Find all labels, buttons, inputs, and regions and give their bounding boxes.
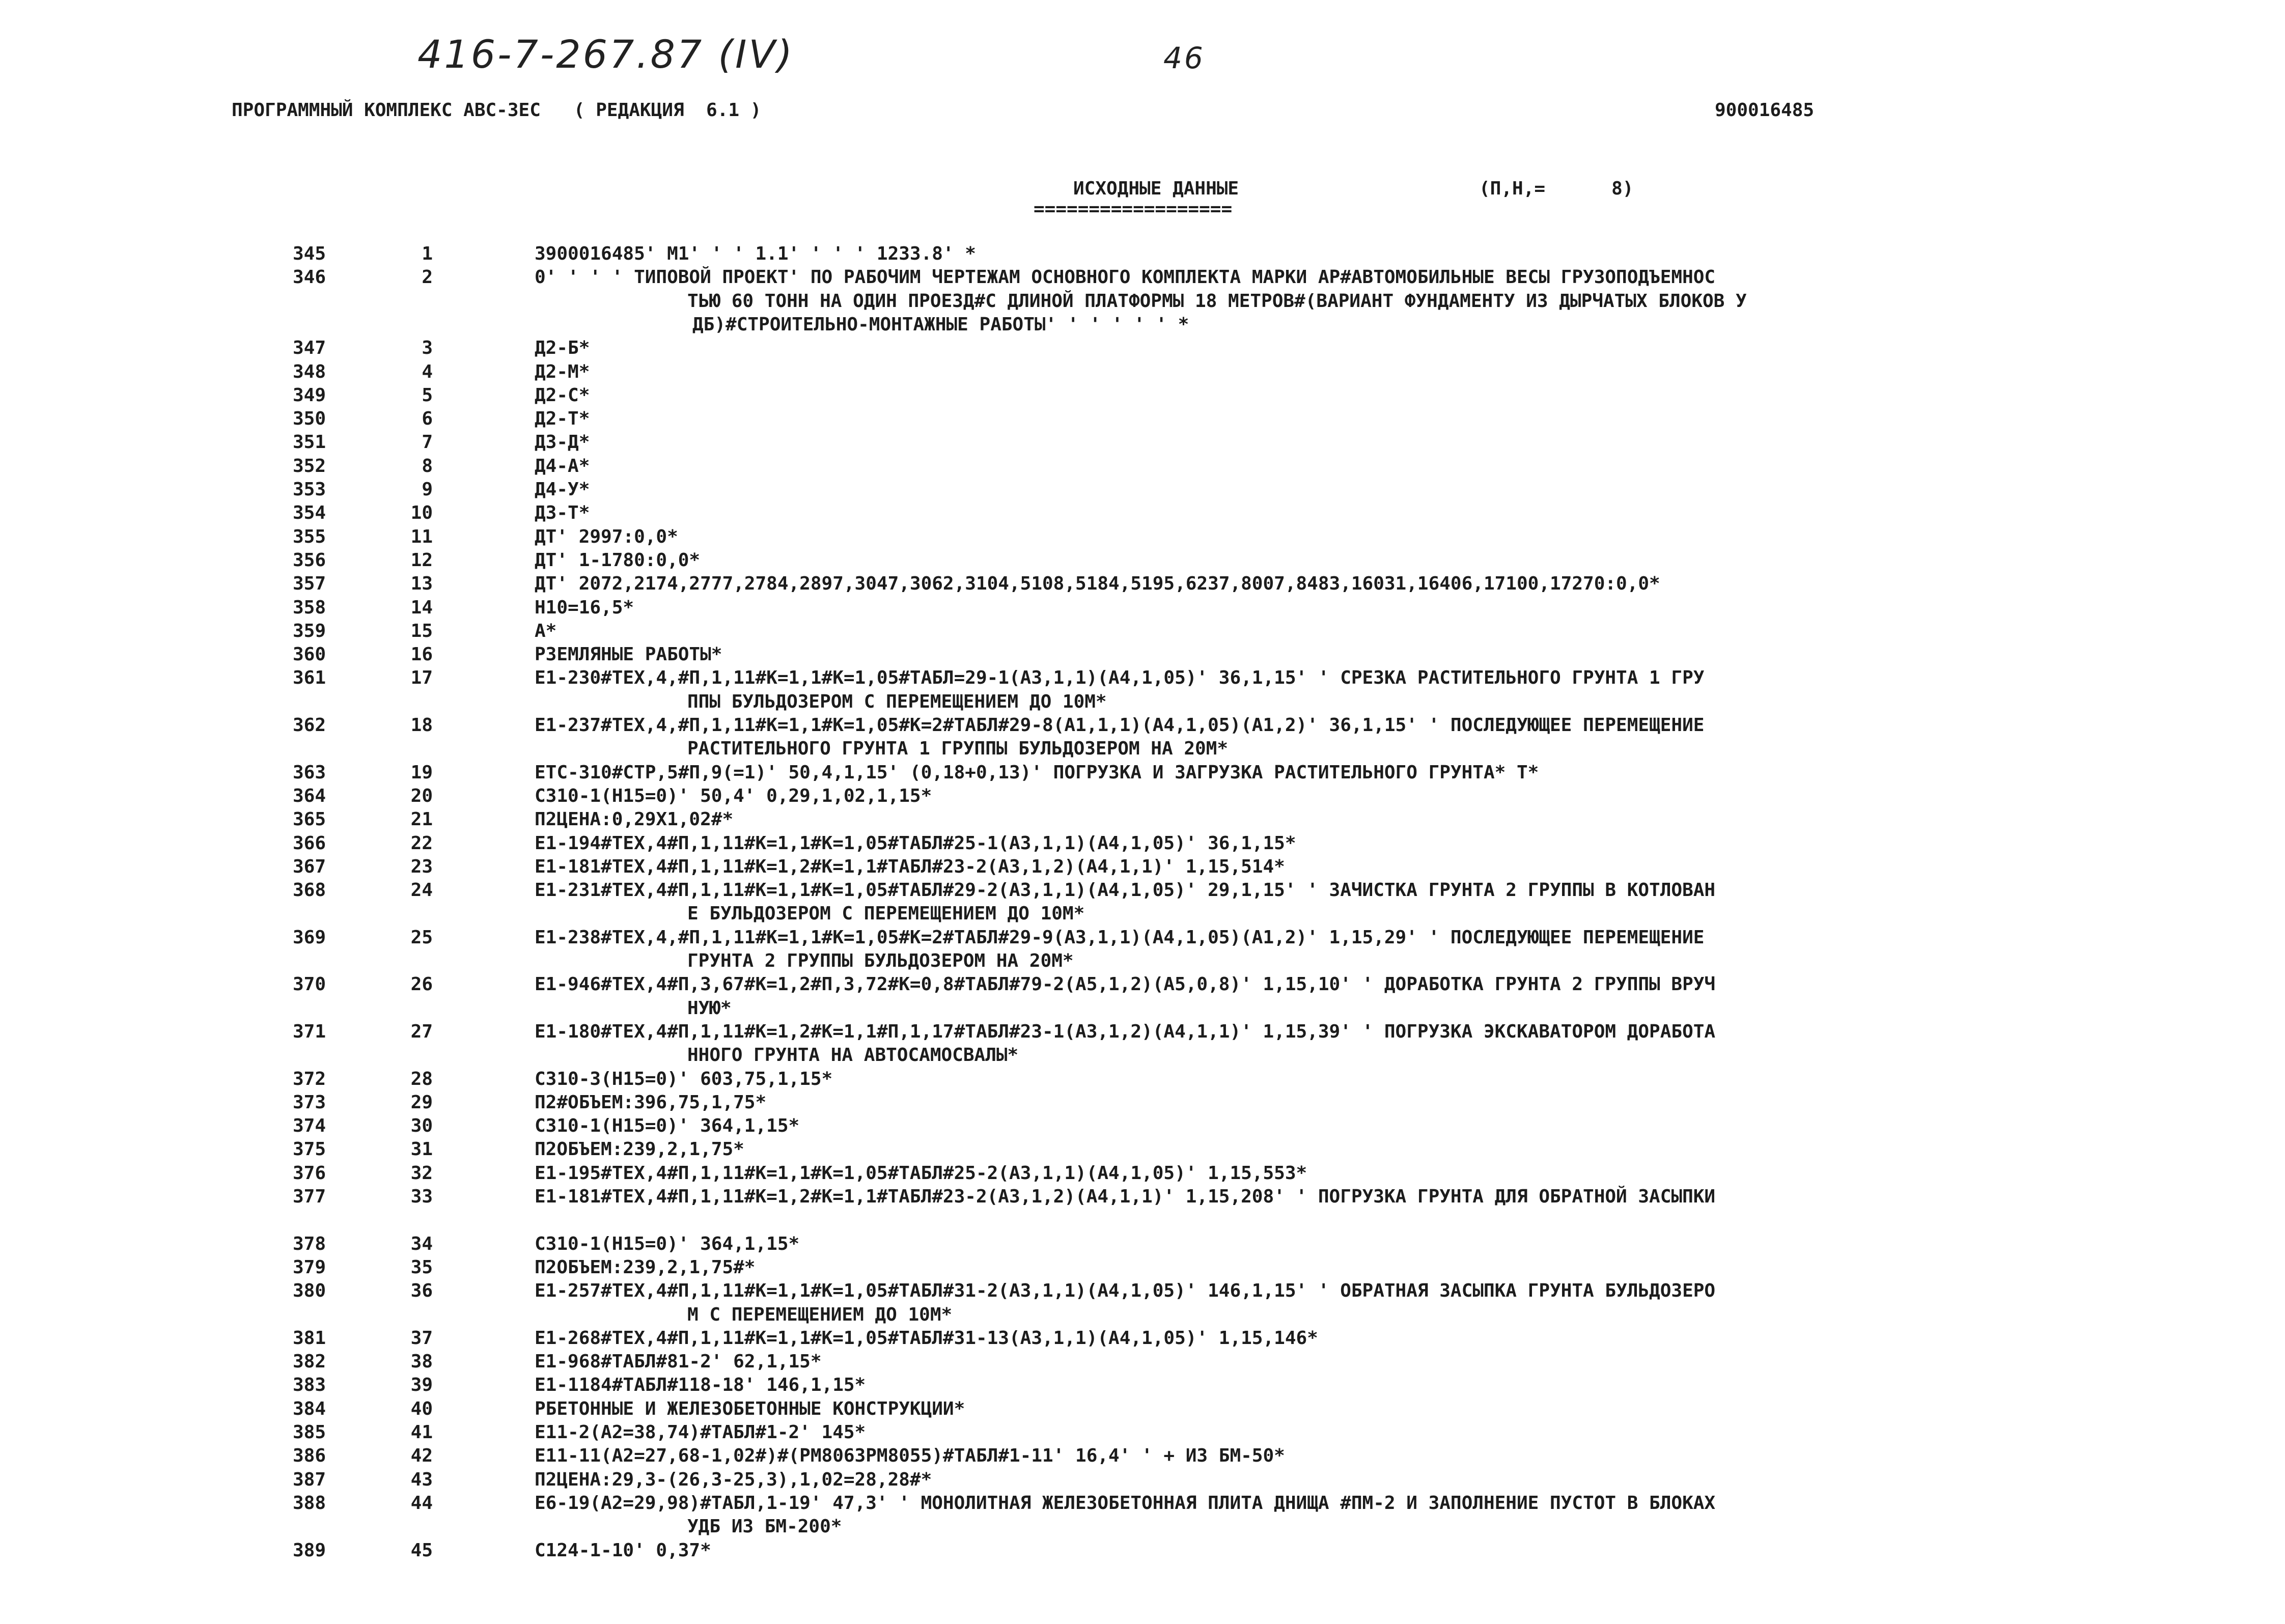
row-text: С310-1(Н15=0)' 364,1,15* <box>535 1233 800 1254</box>
row-line-number: 33 <box>410 1186 433 1207</box>
row-text: Е11-2(А2=38,74)#ТАБЛ#1-2' 145* <box>535 1422 866 1443</box>
row-sequence-number: 378 <box>292 1233 326 1254</box>
row-sequence-number: 379 <box>292 1256 326 1278</box>
row-line-number: 27 <box>410 1021 433 1042</box>
row-text: П2ЦЕНА:29,3-(26,3-25,3),1,02=28,28#* <box>535 1469 932 1490</box>
row-continuation-text: М С ПЕРЕМЕЩЕНИЕМ ДО 10М* <box>687 1304 953 1325</box>
row-line-number: 11 <box>410 526 433 547</box>
row-sequence-number: 350 <box>292 408 326 430</box>
row-sequence-number: 353 <box>292 479 326 500</box>
row-sequence-number: 385 <box>292 1422 326 1443</box>
row-text: ДТ' 2997:0,0* <box>535 526 678 547</box>
row-continuation-text: ГРУНТА 2 ГРУППЫ БУЛЬДОЗЕРОМ НА 20М* <box>687 950 1074 971</box>
row-continuation-text: Е БУЛЬДОЗЕРОМ С ПЕРЕМЕЩЕНИЕМ ДО 10М* <box>687 903 1085 925</box>
document-number: 900016485 <box>1715 100 1815 121</box>
row-line-number: 34 <box>410 1233 433 1254</box>
row-sequence-number: 362 <box>292 715 326 736</box>
row-line-number: 26 <box>410 974 433 995</box>
row-line-number: 23 <box>410 856 433 877</box>
row-text: Д3-Т* <box>535 502 590 524</box>
section-underline: ================== <box>1034 199 1233 219</box>
row-line-number: 32 <box>410 1162 433 1184</box>
row-sequence-number: 369 <box>292 927 326 948</box>
row-line-number: 1 <box>422 243 433 264</box>
row-sequence-number: 382 <box>292 1351 326 1373</box>
row-sequence-number: 384 <box>292 1398 326 1419</box>
row-line-number: 13 <box>410 573 433 595</box>
row-line-number: 35 <box>410 1256 433 1278</box>
row-sequence-number: 387 <box>292 1469 326 1490</box>
row-sequence-number: 359 <box>292 620 326 641</box>
row-text: Д4-А* <box>535 455 590 477</box>
row-line-number: 37 <box>410 1327 433 1349</box>
row-text: Е1-237#ТЕХ,4,#П,1,11#К=1,1#К=1,05#К=2#ТАБЛ#29-8(А1,1,1)(А4,1,05)(А1,2)' 36,1,15' ' ПОСЛЕДУЮЩЕЕ ПЕРЕМЕЩЕНИЕ <box>535 715 1705 736</box>
row-sequence-number: 357 <box>292 573 326 595</box>
row-text: Е1-195#ТЕХ,4#П,1,11#К=1,1#К=1,05#ТАБЛ#25-2(А3,1,1)(А4,1,05)' 1,15,553* <box>535 1162 1307 1184</box>
row-sequence-number: 377 <box>292 1186 326 1207</box>
row-line-number: 31 <box>410 1139 433 1160</box>
row-line-number: 14 <box>410 597 433 618</box>
row-text: РБЕТОННЫЕ И ЖЕЛЕЗОБЕТОННЫЕ КОНСТРУКЦИИ* <box>535 1398 965 1419</box>
row-continuation-text: НУЮ* <box>687 997 732 1019</box>
row-sequence-number: 370 <box>292 974 326 995</box>
row-text: Е1-230#ТЕХ,4,#П,1,11#К=1,1#К=1,05#ТАБЛ=29-1(А3,1,1)(А4,1,05)' 36,1,15' ' СРЕЗКА РАСТИТЕЛЬНОГО ГРУНТА 1 ГРУ <box>535 667 1705 689</box>
row-sequence-number: 345 <box>292 243 326 264</box>
row-sequence-number: 381 <box>292 1327 326 1349</box>
row-text: П2ОБЪЕМ:239,2,1,75#* <box>535 1256 756 1278</box>
row-text: Е1-268#ТЕХ,4#П,1,11#К=1,1#К=1,05#ТАБЛ#31-13(А3,1,1)(А4,1,05)' 1,15,146* <box>535 1327 1318 1349</box>
row-text: Е1-231#ТЕХ,4#П,1,11#К=1,1#К=1,05#ТАБЛ#29-2(А3,1,1)(А4,1,05)' 29,1,15' ' ЗАЧИСТКА ГРУНТА 2 ГРУППЫ В КОТЛОВАН <box>535 880 1716 901</box>
row-sequence-number: 356 <box>292 549 326 571</box>
row-text: Е6-19(А2=29,98)#ТАБЛ,1-19' 47,3' ' МОНОЛИТНАЯ ЖЕЛЕЗОБЕТОННАЯ ПЛИТА ДНИЩА #ПМ-2 И ЗАПОЛНЕНИЕ ПУСТОТ В БЛОКАХ <box>535 1492 1716 1514</box>
row-text: С124-1-10' 0,37* <box>535 1539 711 1561</box>
program-header: ПРОГРАММНЫЙ КОМПЛЕКС АВС-3ЕС ( РЕДАКЦИЯ 6.1 ) <box>232 100 762 121</box>
row-text: С310-1(Н15=0)' 50,4' 0,29,1,02,1,15* <box>535 785 932 806</box>
row-line-number: 2 <box>422 267 433 288</box>
row-line-number: 28 <box>410 1068 433 1089</box>
row-text: Е1-1184#ТАБЛ#118-18' 146,1,15* <box>535 1375 866 1396</box>
row-text: П2ОБЪЕМ:239,2,1,75* <box>535 1139 744 1160</box>
row-sequence-number: 374 <box>292 1115 326 1137</box>
row-line-number: 43 <box>410 1469 433 1490</box>
row-text: ДТ' 2072,2174,2777,2784,2897,3047,3062,3104,5108,5184,5195,6237,8007,8483,16031,16406,17100,17270:0,0* <box>535 573 1660 595</box>
row-sequence-number: 389 <box>292 1539 326 1561</box>
row-text: 3900016485' М1' ' ' 1.1' ' ' ' 1233.8' * <box>535 243 976 264</box>
row-line-number: 8 <box>422 455 433 477</box>
row-continuation-text: ППЫ БУЛЬДОЗЕРОМ С ПЕРЕМЕЩЕНИЕМ ДО 10М* <box>687 691 1107 712</box>
row-text: Е1-181#ТЕХ,4#П,1,11#К=1,2#К=1,1#ТАБЛ#23-2(А3,1,2)(А4,1,1)' 1,15,208' ' ПОГРУЗКА ГРУНТА ДЛЯ ОБРАТНОЙ ЗАСЫПКИ <box>535 1186 1716 1207</box>
row-line-number: 4 <box>422 361 433 382</box>
handwritten-project-code: 416-7-267.87 (IV) <box>417 32 795 77</box>
row-line-number: 44 <box>410 1492 433 1514</box>
row-sequence-number: 366 <box>292 832 326 854</box>
row-text: Д2-Б* <box>535 338 590 359</box>
row-sequence-number: 383 <box>292 1375 326 1396</box>
row-text: П2#ОБЪЕМ:396,75,1,75* <box>535 1091 767 1113</box>
row-text: Е1-194#ТЕХ,4#П,1,11#К=1,1#К=1,05#ТАБЛ#25-1(А3,1,1)(А4,1,05)' 36,1,15* <box>535 832 1296 854</box>
row-text: П2ЦЕНА:0,29Х1,02#* <box>535 809 734 830</box>
section-title: ИСХОДНЫЕ ДАННЫЕ <box>1073 178 1239 199</box>
row-line-number: 10 <box>410 502 433 524</box>
row-sequence-number: 375 <box>292 1139 326 1160</box>
row-line-number: 21 <box>410 809 433 830</box>
row-text: Е1-968#ТАБЛ#81-2' 62,1,15* <box>535 1351 822 1373</box>
row-text: А* <box>535 620 557 641</box>
row-line-number: 39 <box>410 1375 433 1396</box>
row-sequence-number: 380 <box>292 1280 326 1302</box>
row-text: Е11-11(А2=27,68-1,02#)#(РМ8063РМ8055)#ТАБЛ#1-11' 16,4' ' + ИЗ БМ-50* <box>535 1445 1285 1467</box>
row-sequence-number: 373 <box>292 1091 326 1113</box>
row-sequence-number: 351 <box>292 432 326 453</box>
row-text: Е1-181#ТЕХ,4#П,1,11#К=1,2#К=1,1#ТАБЛ#23-2(А3,1,2)(А4,1,1)' 1,15,514* <box>535 856 1285 877</box>
row-line-number: 7 <box>422 432 433 453</box>
row-sequence-number: 354 <box>292 502 326 524</box>
row-sequence-number: 358 <box>292 597 326 618</box>
row-sequence-number: 368 <box>292 880 326 901</box>
row-text: Д3-Д* <box>535 432 590 453</box>
row-line-number: 40 <box>410 1398 433 1419</box>
row-text: С310-3(Н15=0)' 603,75,1,15* <box>535 1068 833 1089</box>
row-line-number: 36 <box>410 1280 433 1302</box>
row-continuation-text: РАСТИТЕЛЬНОГО ГРУНТА 1 ГРУППЫ БУЛЬДОЗЕРОМ НА 20М* <box>687 738 1229 760</box>
row-text: Е1-946#ТЕХ,4#П,3,67#К=1,2#П,3,72#К=0,8#ТАБЛ#79-2(А5,1,2)(А5,0,8)' 1,15,10' ' ДОРАБОТКА ГРУНТА 2 ГРУППЫ ВРУЧ <box>535 974 1716 995</box>
row-text: ДТ' 1-1780:0,0* <box>535 549 701 571</box>
row-sequence-number: 348 <box>292 361 326 382</box>
row-text: Е1-257#ТЕХ,4#П,1,11#К=1,1#К=1,05#ТАБЛ#31-2(А3,1,1)(А4,1,05)' 146,1,15' ' ОБРАТНАЯ ЗАСЫПКА ГРУНТА БУЛЬДОЗЕРО <box>535 1280 1716 1302</box>
row-text: Д2-С* <box>535 384 590 406</box>
row-line-number: 38 <box>410 1351 433 1373</box>
row-sequence-number: 355 <box>292 526 326 547</box>
row-text: Д4-У* <box>535 479 590 500</box>
row-line-number: 29 <box>410 1091 433 1113</box>
row-text: Д2-Т* <box>535 408 590 430</box>
row-text: Е1-238#ТЕХ,4,#П,1,11#К=1,1#К=1,05#К=2#ТАБЛ#29-9(А3,1,1)(А4,1,05)(А1,2)' 1,15,29' ' ПОСЛЕДУЮЩЕЕ ПЕРЕМЕЩЕНИЕ <box>535 927 1705 948</box>
row-line-number: 19 <box>410 762 433 783</box>
row-sequence-number: 388 <box>292 1492 326 1514</box>
handwritten-page-number: 46 <box>1163 41 1205 75</box>
row-line-number: 9 <box>422 479 433 500</box>
row-sequence-number: 352 <box>292 455 326 477</box>
row-continuation-text: ННОГО ГРУНТА НА АВТОСАМОСВАЛЫ* <box>687 1045 1019 1066</box>
row-sequence-number: 361 <box>292 667 326 689</box>
row-line-number: 25 <box>410 927 433 948</box>
row-text: ЕТС-310#СТР,5#П,9(=1)' 50,4,1,15' (0,18+0,13)' ПОГРУЗКА И ЗАГРУЗКА РАСТИТЕЛЬНОГО ГРУНТА* Т* <box>535 762 1539 783</box>
row-sequence-number: 365 <box>292 809 326 830</box>
row-line-number: 6 <box>422 408 433 430</box>
row-text: Д2-М* <box>535 361 590 382</box>
row-line-number: 42 <box>410 1445 433 1467</box>
row-line-number: 17 <box>410 667 433 689</box>
row-text: РЗЕМЛЯНЫЕ РАБОТЫ* <box>535 644 722 665</box>
row-line-number: 45 <box>410 1539 433 1561</box>
row-text: 0' ' ' ' ТИПОВОЙ ПРОЕКТ' ПО РАБОЧИМ ЧЕРТЕЖАМ ОСНОВНОГО КОМПЛЕКТА МАРКИ АР#АВТОМОБИЛЬНЫЕ ВЕСЫ ГРУЗОПОДЪЕМНОС <box>535 267 1716 288</box>
row-sequence-number: 349 <box>292 384 326 406</box>
row-sequence-number: 360 <box>292 644 326 665</box>
row-line-number: 30 <box>410 1115 433 1137</box>
row-sequence-number: 371 <box>292 1021 326 1042</box>
row-sequence-number: 386 <box>292 1445 326 1467</box>
row-line-number: 12 <box>410 549 433 571</box>
row-text: Е1-180#ТЕХ,4#П,1,11#К=1,2#К=1,1#П,1,17#ТАБЛ#23-1(А3,1,2)(А4,1,1)' 1,15,39' ' ПОГРУЗКА ЭКСКАВАТОРОМ ДОРАБОТА <box>535 1021 1716 1042</box>
row-sequence-number: 347 <box>292 338 326 359</box>
row-line-number: 3 <box>422 338 433 359</box>
row-sequence-number: 364 <box>292 785 326 806</box>
row-sequence-number: 376 <box>292 1162 326 1184</box>
section-params: (П,Н,= 8) <box>1479 178 1634 199</box>
row-line-number: 15 <box>410 620 433 641</box>
row-line-number: 24 <box>410 880 433 901</box>
row-line-number: 16 <box>410 644 433 665</box>
row-sequence-number: 346 <box>292 267 326 288</box>
row-continuation-text: ТЬЮ 60 ТОНН НА ОДИН ПРОЕЗД#С ДЛИНОЙ ПЛАТФОРМЫ 18 МЕТРОВ#(ВАРИАНТ ФУНДАМЕНТУ ИЗ ДЫРЧАТЫХ БЛОКОВ У <box>687 290 1747 312</box>
row-continuation-text: УДБ ИЗ БМ-200* <box>687 1516 842 1537</box>
row-sequence-number: 363 <box>292 762 326 783</box>
row-sequence-number: 372 <box>292 1068 326 1089</box>
row-text: С310-1(Н15=0)' 364,1,15* <box>535 1115 800 1137</box>
row-line-number: 18 <box>410 715 433 736</box>
row-line-number: 41 <box>410 1422 433 1443</box>
row-line-number: 5 <box>422 384 433 406</box>
row-sequence-number: 367 <box>292 856 326 877</box>
row-line-number: 22 <box>410 832 433 854</box>
row-continuation-text: ДБ)#СТРОИТЕЛЬНО-МОНТАЖНЫЕ РАБОТЫ' ' ' ' ' ' * <box>692 314 1189 335</box>
row-line-number: 20 <box>410 785 433 806</box>
row-text: Н10=16,5* <box>535 597 634 618</box>
